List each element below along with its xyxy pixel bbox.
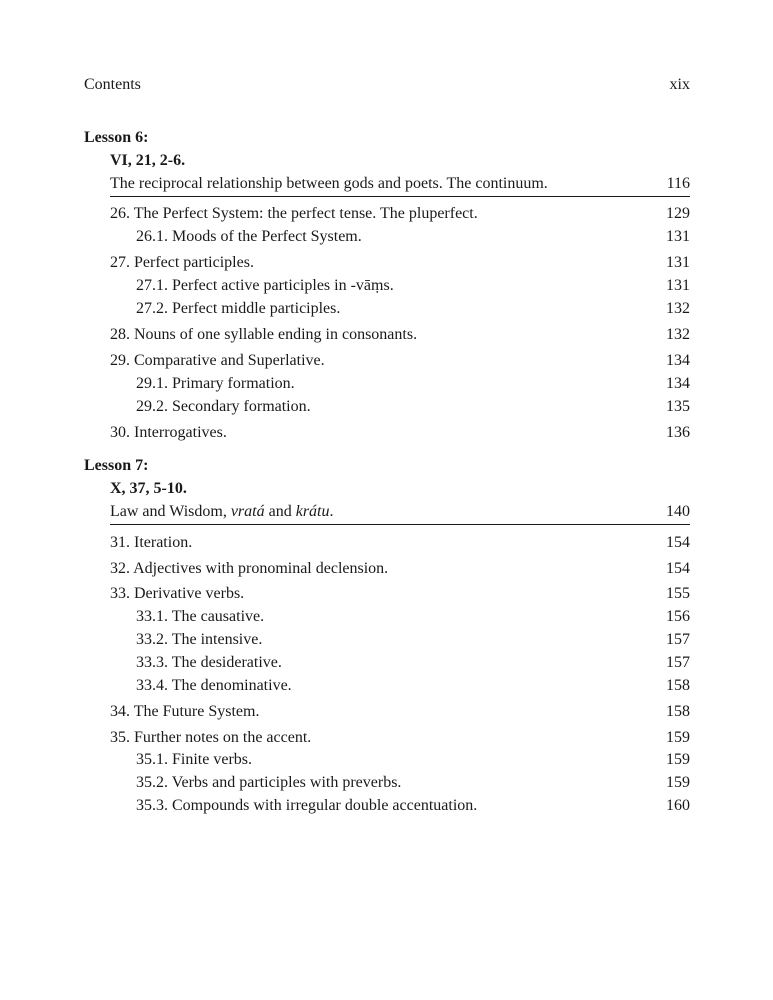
lesson-7-title: Law and Wisdom, vratá and krátu. <box>110 503 334 520</box>
toc-entry: 29.2. Secondary formation. 135 <box>136 398 690 415</box>
toc-entry: 35.3. Compounds with irregular double accentuation. 160 <box>136 797 690 814</box>
header-page-number: xix <box>669 76 690 93</box>
toc-entry: 33.1. The causative. 156 <box>136 608 690 625</box>
header-title: Contents <box>84 76 141 93</box>
lesson-7-heading: Lesson 7: <box>84 457 149 474</box>
toc-entry: 29. Comparative and Superlative. 134 <box>110 352 690 369</box>
lesson-7-rule <box>110 524 690 525</box>
toc-entry: 33.4. The denominative. 158 <box>136 677 690 694</box>
toc-entry: 35.1. Finite verbs. 159 <box>136 751 690 768</box>
lesson-7-title-line <box>110 502 690 522</box>
toc-entry: 27.2. Perfect middle participles. 132 <box>136 300 690 317</box>
lesson-6-title-page: 116 <box>666 175 690 192</box>
toc-entry: 27.1. Perfect active participles in -vāṃs. 131 <box>136 277 690 294</box>
toc-entry: 33. Derivative verbs. 155 <box>110 585 690 602</box>
toc-entry: 32. Adjectives with pronominal declension. 154 <box>110 560 690 577</box>
lesson-7-reference: X, 37, 5-10. <box>110 480 187 497</box>
toc-entry: 29.1. Primary formation. 134 <box>136 375 690 392</box>
toc-entry: 33.3. The desiderative. 157 <box>136 654 690 671</box>
toc-entry: 31. Iteration. 154 <box>110 534 690 551</box>
toc-entry: 35. Further notes on the accent. 159 <box>110 729 690 746</box>
running-header <box>84 76 690 96</box>
toc-entry: 26. The Perfect System: the perfect tense. The pluperfect. 129 <box>110 205 690 222</box>
toc-entry: 34. The Future System. 158 <box>110 703 690 720</box>
contents-page <box>84 0 690 1000</box>
toc-entry: 35.2. Verbs and participles with preverbs. 159 <box>136 774 690 791</box>
toc-entry: 30. Interrogatives. 136 <box>110 424 690 441</box>
toc-entry: 27. Perfect participles. 131 <box>110 254 690 271</box>
toc-entry: 28. Nouns of one syllable ending in consonants. 132 <box>110 326 690 343</box>
lesson-6-title: The reciprocal relationship between gods and poets. The continuum. <box>110 175 548 192</box>
toc-entry: 26.1. Moods of the Perfect System. 131 <box>136 228 690 245</box>
lesson-6-title-line <box>110 174 690 194</box>
lesson-7-title-page: 140 <box>666 503 690 520</box>
toc-entry: 33.2. The intensive. 157 <box>136 631 690 648</box>
lesson-6-heading: Lesson 6: <box>84 129 149 146</box>
lesson-6-rule <box>110 196 690 197</box>
lesson-6-reference: VI, 21, 2-6. <box>110 152 186 169</box>
